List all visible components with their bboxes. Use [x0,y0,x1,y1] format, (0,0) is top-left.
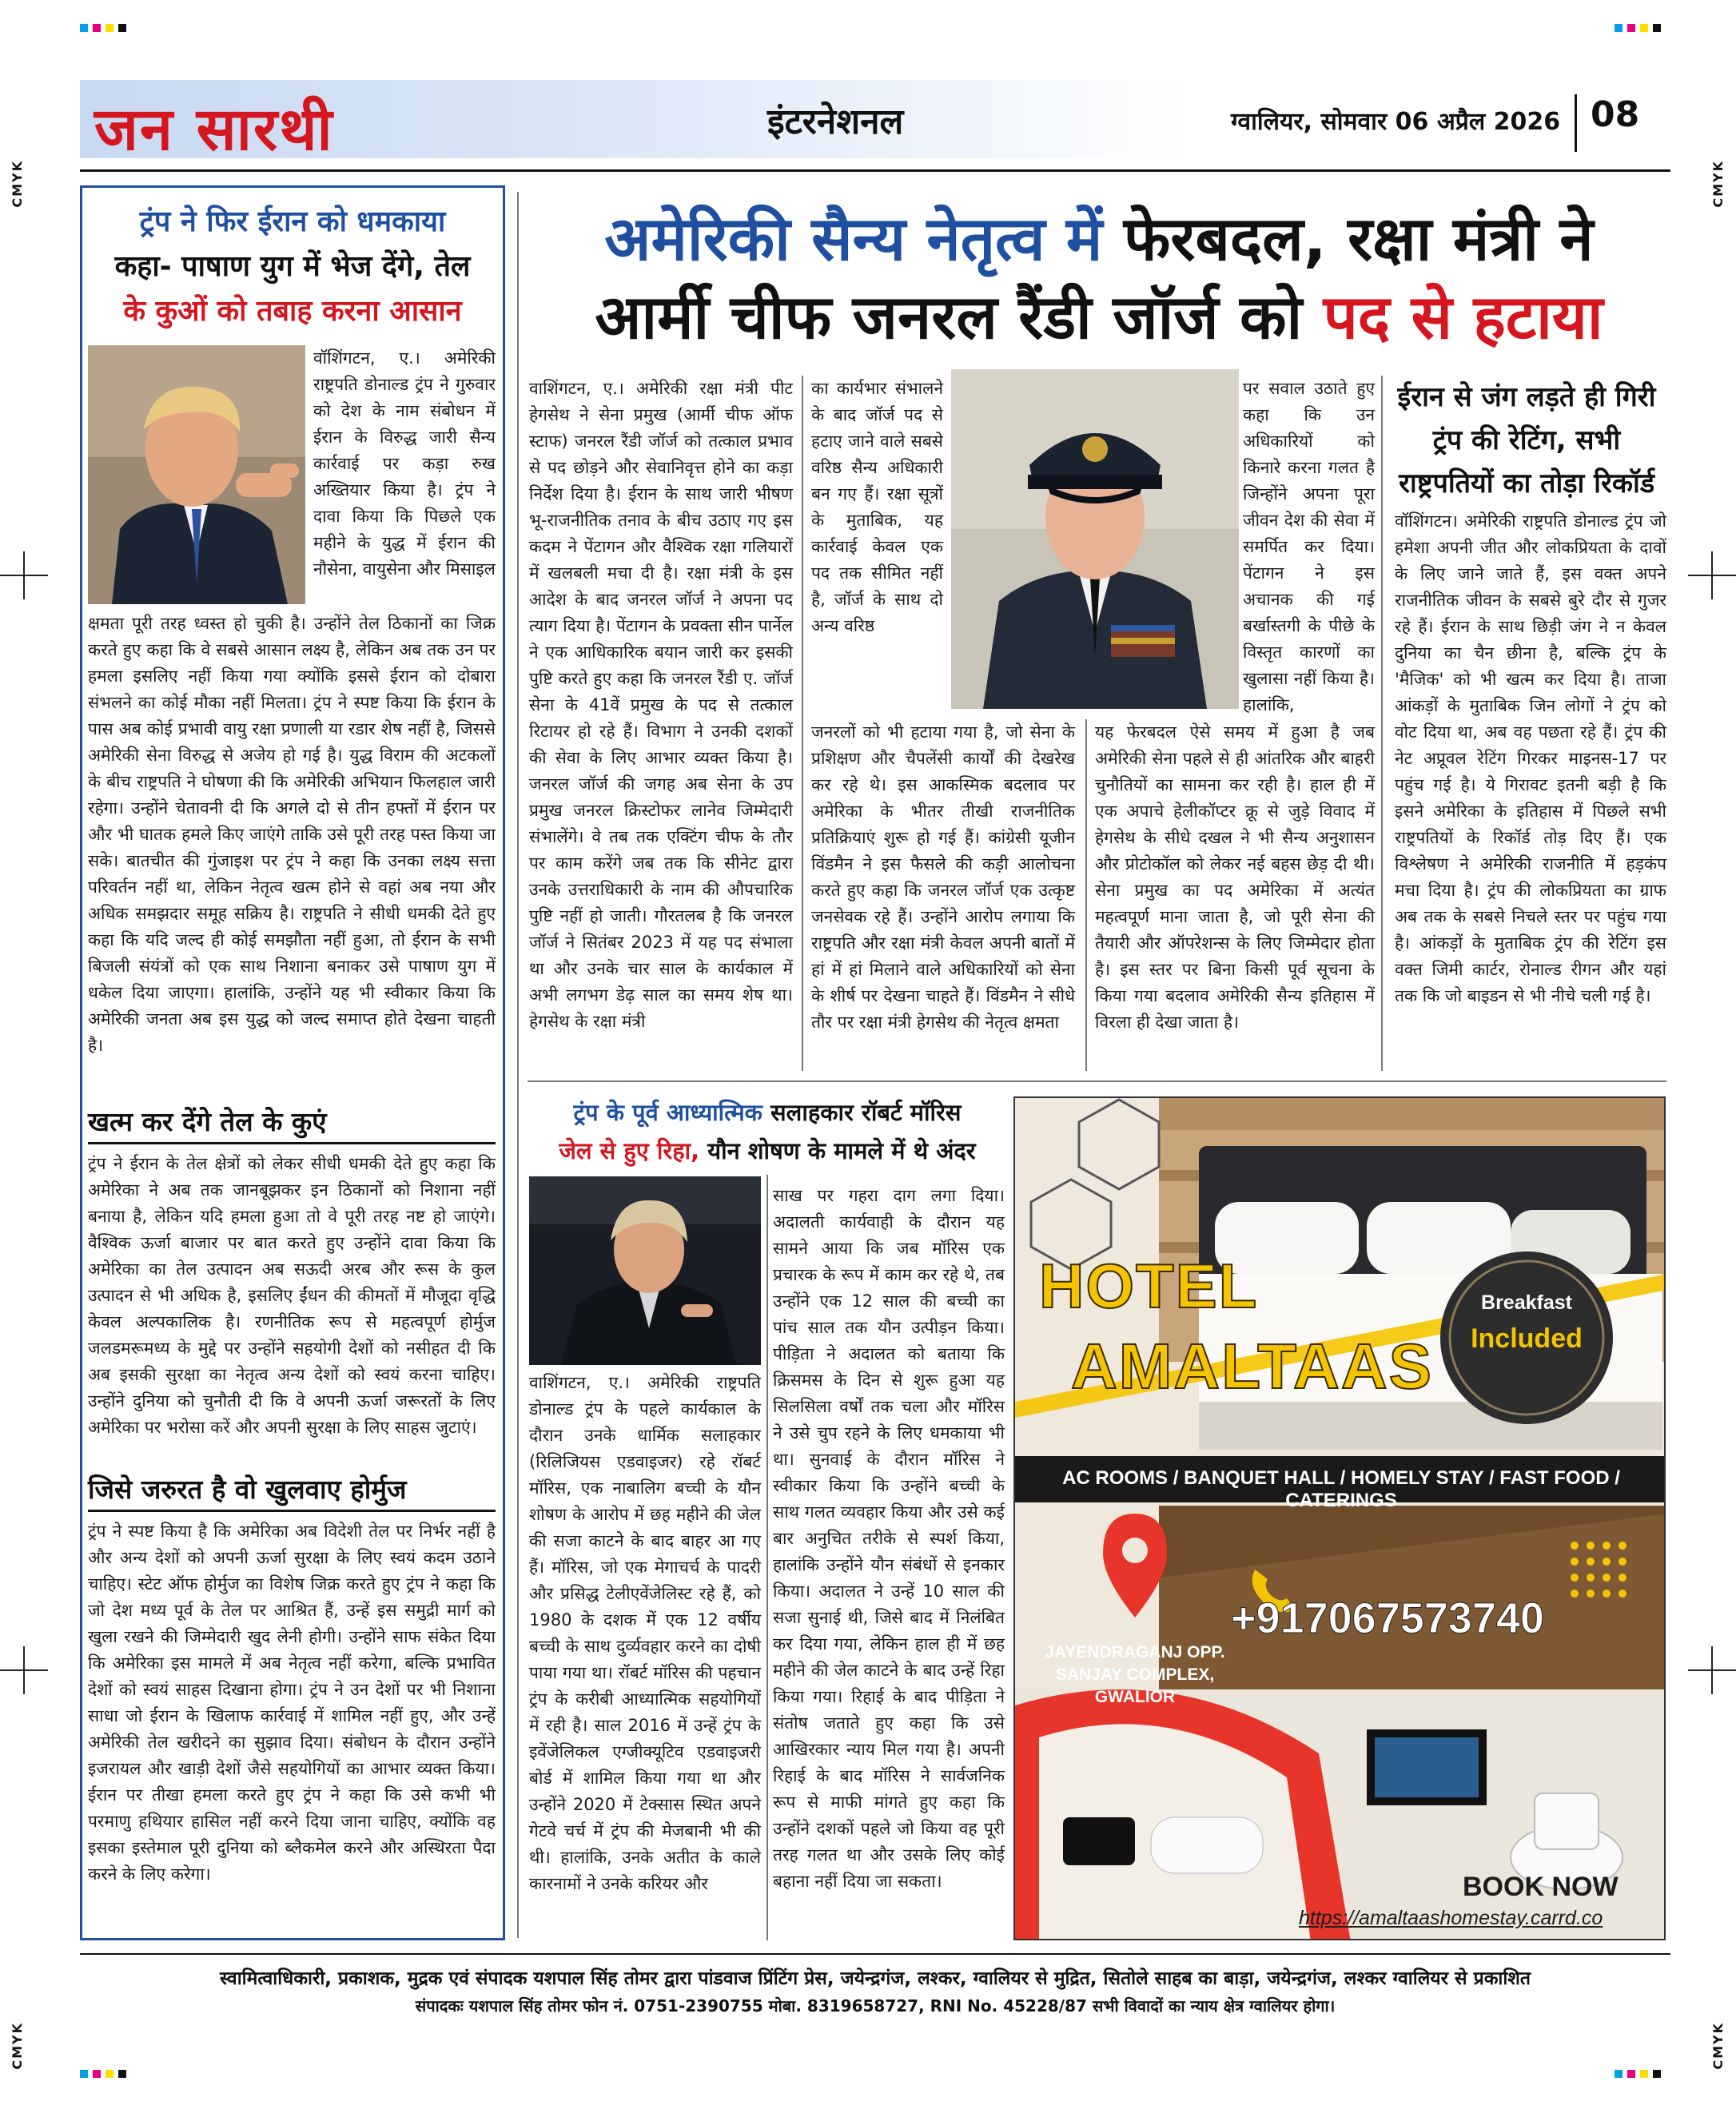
registration-mark [1688,551,1736,599]
color-bar-top-right [1615,24,1661,32]
footer-imprint: स्वामित्वाधिकारी, प्रकाशक, मुद्रक एवं संपादक यशपाल सिंह तोमर द्वारा पांडवाज प्रिंटिंग प्रेस, जयेन्द्रगंज, लश्कर, ग्वालियर से मुद्रित, सितोले साहब का बाड़ा, जयेन्द्रगंज, लश्कर ग्वालियर से प्रकाशित [219,1968,1531,1989]
robert-morris-photo [529,1176,761,1365]
ad-phone[interactable]: +917067573740 [1231,1594,1544,1642]
ad-book-now[interactable]: BOOK NOW [1463,1872,1619,1902]
main-headline [532,200,1666,356]
footer-editor: संपादकः यशपाल सिंह तोमर फोन नं. 0751-2390755 मोबा. 8319658727, RNI No. 45228/87 सभी विवादों का न्याय क्षेत्र ग्वालियर होगा। [415,1996,1336,2016]
right-story-body: वॉशिंगटन। अमेरिकी राष्ट्रपति डोनाल्ड ट्रंप जो हमेशा अपनी जीत और लोकप्रियता के दावों के लिए जाने जाते हैं, इस वक्त अपने राजनीतिक जीवन के सबसे बुरे दौर से गुजर रहे हैं। ईरान के साथ छिड़ी जंग ने न केवल दुनिया का चैन छीना है, बल्कि ट्रंप के 'मैजिक' को भी खत्म कर दिया है। ताजा आंकड़ों के मुताबिक जिन लोगों ने ट्रंप को वोट दिया था, अब वह पछता रहे हैं। ट्रंप की नेट अप्रूवल रेटिंग गिरकर माइनस-17 पर पहुंच गई है। ये गिरावट इतनी बड़ी है कि इसने अमेरिका के इतिहास में पिछले सभी राष्ट्रपतियों के रिकॉर्ड तोड़ दिए हैं। एक विश्लेषण ने अमेरिकी राजनीति में हड़कंप मचा दिया है। ट्रंप की लोकप्रियता का ग्राफ अब तक के सबसे निचले स्तर पर पहुंच गया है। आंकड़ों के मुताबिक ट्रंप की रेटिंग इस वक्त जिमी कार्टर, रोनाल्ड रीगन और यहां तक कि जो बाइडन से भी नीचे चली गई है। [1395,511,1666,1005]
morris-headline-red: जेल से हुए रिहा, [559,1137,700,1164]
masthead-divider [1575,94,1577,152]
cmyk-mark-bottom-right [1710,2022,1726,2070]
ad-address-line2: SANJAY COMPLEX, [1055,1665,1215,1684]
left-subhead-oil-wells: खत्म कर देंगे तेल के कुएं [88,1103,496,1144]
main-headline-part1: फेरबदल, रक्षा मंत्री ने [1102,203,1594,274]
morris-story-left-col: वाशिंगटन, ए.। अमेरिकी राष्ट्रपति डोनाल्ड ट्रंप के पहले कार्यकाल के दौरान उनके धार्मिक सलाहकार (रिलिजियस एडवाइजर) रहे रॉबर्ट मॉरिस, एक नाबालिग बच्ची के यौन शोषण के आरोप में छह महीने की जेल की सजा काटने के बाद बाहर आ गए हैं। मॉरिस, जो एक मेगाचर्च के पादरी और प्रसिद्ध टेलीएवेंजेलिस्ट रहे हैं, को 1980 के दशक में एक 12 वर्षीय बच्ची के साथ दुर्व्यवहार करने का दोषी पाया गया था। रॉबर्ट मॉरिस की पहचान ट्रंप के करीबी आध्यात्मिक सहयोगियों में रही है। साल 2016 में उन्हें ट्रंप के इवेंजेलिकल एग्जीक्यूटिव एडवाइजरी बोर्ड में शामिल किया गया था और उन्होंने 2020 में टेक्सास स्थित अपने गेटवे चर्च में ट्रंप की मेजबानी भी की थी। हालांकि, उनके अतीत के काले कारनामों ने उनके करियर और [529,1373,761,1893]
left-headline-line1: ट्रंप ने फिर ईरान को धमकाया [139,205,446,238]
color-bar-top-left [80,24,126,32]
newspaper-logo: जन सारथी [94,95,334,164]
main-story-col1: वाशिंगटन, ए.। अमेरिकी रक्षा मंत्री पीट हेगसेथ ने सेना प्रमुख (आर्मी चीफ ऑफ स्टाफ) जनरल रैंडी जॉर्ज को तत्काल प्रभाव से पद छोड़ने और सेवानिवृत्त होने का कड़ा निर्देश दिया है। ईरान के साथ जारी भीषण भू-राजनीतिक तनाव के बीच उठाए गए इस कदम ने पेंटागन और वैश्विक रक्षा गलियारों में खलबली मचा दी है। रक्षा मंत्री के इस आदेश के बाद जनरल जॉर्ज ने अपना पद त्याग दिया है। पेंटागन के प्रवक्ता सीन पार्नेल ने एक आधिकारिक बयान जारी कर इसकी पुष्टि करते हुए कहा कि जनरल रैंडी ए. जॉर्ज सेना के 41वें प्रमुख के पद से तत्काल रिटायर हो रहे हैं। विभाग ने उनकी दशकों की सेवा के लिए आभार व्यक्त किया है। जनरल जॉर्ज की जगह अब सेना के उप प्रमुख जनरल क्रिस्टोफर लानेव जिम्मेदारी संभालेंगे। वे तब तक एक्टिंग चीफ के तौर पर काम करेंगे जब तक कि सीनेट द्वारा उनके उत्तराधिकारी के नाम की औपचारिक पुष्टि नहीं हो जाती। गौरतलब है कि जनरल जॉर्ज ने सितंबर 2023 में यह पद संभाला था और उनके चार साल के कार्यकाल में अभी लगभग डेढ़ साल का समय शेष था। हेगसेथ के रक्षा मंत्री [529,379,793,1031]
main-headline-blue: अमेरिकी सैन्य नेतृत्व में [604,203,1103,274]
left-subhead-hormuz: जिसे जरुरत है वो खुलवाए होर्मुज [88,1470,496,1512]
masthead-rule [80,169,1670,172]
column-rule [802,376,803,1071]
cmyk-label: CMYK [10,160,25,208]
ad-services: AC ROOMS / BANQUET HALL / HOMELY STAY / FAST FOOD / CATERINGS [1062,1467,1620,1511]
section-rule [528,1080,1666,1082]
section-title: इंटरनेशनल [767,101,904,142]
morris-headline [528,1093,1007,1170]
left-story-headline [88,200,497,334]
main-story-col2-narrow: का कार्यभार संभालने के बाद जॉर्ज पद से हटाए जाने वाले सबसे वरिष्ठ सैन्य अधिकारी बन गए हैं। रक्षा सूत्रों के मुताबिक, यह कार्रवाई केवल एक पद तक सीमित नहीं है, जॉर्ज के साथ दो अन्य वरिष्ठ [811,379,943,635]
cmyk-mark-top-right [1710,160,1726,208]
main-story-col3-narrow: पर सवाल उठाते हुए कहा कि उन अधिकारियों को किनारे करना गलत है जिन्होंने अपना पूरा जीवन देश की सेवा में समर्पित कर दिया। पेंटागन ने इस अचानक की गई बर्खास्तगी के पीछे के विस्तृत कारणों का खुलासा नहीं किया है। हालांकि, [1243,379,1375,714]
registration-mark [1688,1646,1736,1694]
main-story-col3-full: यह फेरबदल ऐसे समय में हुआ है जब अमेरिकी सेना पहले से ही आंतरिक और बाहरी चुनौतियों का सामना कर रही है। हाल ही में एक अपाचे हेलीकॉप्टर क्रू से जुड़े विवाद में हेगसेथ के सीधे दखल ने भी सैन्य अनुशासन और प्रोटोकॉल को लेकर नई बहस छेड़ दी थी। सेना प्रमुख का पद अमेरिका में अत्यंत महत्वपूर्ण माना जाता है, जो पूरी सेना की तैयारी और ऑपरेशन्स के लिए जिम्मेदार होता है। इस स्तर पर बिना किसी पूर्व सूचना के किया गया बदलाव अमेरिकी सैन्य इतिहास में विरला ही देखा जाता है। [1095,722,1375,1032]
cmyk-mark-bottom-left [10,2022,25,2070]
hotel-amaltaas-ad [1013,1096,1666,1940]
footer-rule [80,1953,1670,1955]
column-rule [1085,719,1087,1071]
page-number: 08 [1591,94,1640,135]
left-story-para2: ट्रंप ने ईरान के तेल क्षेत्रों को लेकर सीधी धमकी देते हुए कहा कि अमेरिका ने अब तक जानबूझकर इन ठिकानों को निशाना नहीं बनाया है, लेकिन यदि हमला हुआ तो वे पूरी तरह नष्ट हो जाएंगे। वैश्विक ऊर्जा बाजार पर बात करते हुए उन्होंने दावा किया कि अमेरिका का तेल उत्पादन अब सऊदी अरब और रूस के कुल उत्पादन से भी अधिक है, इसलिए ईंधन की कीमतों में मौजूदा वृद्धि केवल अल्पकालिक है। रणनीतिक रूप से महत्वपूर्ण होर्मुज जलडमरूमध्य के मुद्दे पर उन्होंने सहयोगी देशों को नसीहत दी कि अब इसकी सुरक्षा का नेतृत्व अन्य देशों को स्वयं करना चाहिए। उन्होंने दुनिया को चुनौती दी कि वे अपनी ऊर्जा जरूरतों के लिए अमेरिका पर भरोसा करें और अपनी सुरक्षा के लिए साहस जुटाएं। [88,1154,496,1437]
color-bar-bottom-left [80,2070,126,2078]
ad-address-line1: JAYENDRAGANJ OPP. [1045,1643,1225,1661]
cmyk-label: CMYK [1710,160,1726,208]
column-rule [517,192,519,1938]
morris-story-right-col: साख पर गहरा दाग लगा दिया। अदालती कार्यवाही के दौरान यह सामने आया कि जब मॉरिस एक प्रचारक के रूप में काम कर रहे थे, तब उन्होंने एक 12 साल की बच्ची का पांच साल तक यौन उत्पीड़न किया। पीड़िता ने अदालत को बताया कि क्रिसमस के दिन से शुरू हुआ यह सिलसिला वर्षों तक चला और मॉरिस ने उसे चुप रहने के लिए धमकाया भी था। सुनवाई के दौरान मॉरिस ने स्वीकार किया कि उन्होंने बच्ची के साथ गलत व्यवहार किया और उसे कई बार अनुचित तरीके से स्पर्श किया, हालांकि उन्होंने यौन संबंधों से इनकार किया। अदालत ने उन्हें 10 साल की सजा सुनाई थी, जिसे बाद में निलंबित कर दिया गया, लेकिन हाल ही में छह महीने की जेल काटने के बाद उन्हें रिहा किया गया। रिहाई के बाद पीड़िता ने संतोष जताते हुए कहा कि उसे आखिरकार न्याय मिल गया है। अपनी रिहाई के बाद मॉरिस ने सार्वजनिक रूप से माफी मांगते हुए कहा कि उन्होंने दशकों पहले जो किया वह पूरी तरह गलत था और उसके लिए कोई बहाना नहीं दिया जा सकता। [773,1186,1005,1891]
left-story-para3: ट्रंप ने स्पष्ट किया है कि अमेरिका अब विदेशी तेल पर निर्भर नहीं है और अन्य देशों को अपनी ऊर्जा सुरक्षा के लिए स्वयं कदम उठाने चाहिए। स्टेट ऑफ होर्मुज का विशेष जिक्र करते हुए ट्रंप ने कहा कि जो देश मध्य पूर्व के तेल पर आश्रित हैं, उन्हें इस समुद्री मार्ग को खुला रखने की जिम्मेदारी खुद लेनी होगी। उन्होंने साफ संकेत दिया कि अमेरिका इस मामले में अब नेतृत्व नहीं करेगा, बल्कि प्रभावित देशों को स्वयं साहस दिखाना होगा। ट्रंप ने उन देशों पर भी निशाना साधा जो ईरान के खिलाफ कार्रवाई में शामिल नहीं हुए, और उन्हें अमेरिकी तेल खरीदने का सुझाव दिया। संबोधन के दौरान उन्होंने इजरायल और खाड़ी देशों जैसे सहयोगियों का आभार व्यक्त किया। ईरान पर तीखा हमला करते हुए ट्रंप ने कहा कि उसे कभी भी परमाणु हथियार हासिल नहीं करने दिया जाना चाहिए, क्योंकि वह इसका इस्तेमाल पूरी दुनिया को ब्लैकमेल करने और अस्थिरता पैदा करने के लिए करेगा। [88,1522,496,1884]
left-story-para1-narrow: वॉशिंगटन, ए.। अमेरिकी राष्ट्रपति डोनाल्ड ट्रंप ने गुरुवार को देश के नाम संबोधन में ईरान के विरुद्ध जारी सैन्य कार्रवाई पर कड़ा रुख अख्तियार किया है। ट्रंप ने दावा किया कि पिछले एक महीने के युद्ध में ईरान की नौसेना, वायुसेना और मिसाइल [313,348,496,579]
color-bar-bottom-right [1615,2070,1661,2078]
main-headline-part2: आर्मी चीफ जनरल रैंडी जॉर्ज को [595,281,1324,352]
trump-photo [88,345,305,604]
ad-brand-line1: HOTEL [1039,1251,1259,1321]
cmyk-label: CMYK [1710,2022,1726,2070]
general-george-photo [951,369,1239,709]
main-story-col2-full: जनरलों को भी हटाया गया है, जो सेना के प्रशिक्षण और चैपलेंसी कार्यों की देखरेख कर रहे थे। इस आकस्मिक बदलाव पर अमेरिका के भीतर तीखी राजनीतिक प्रतिक्रियाएं शुरू हो गई हैं। कांग्रेसी यूजीन विंडमैन ने इस फैसले की कड़ी आलोचना करते हुए कहा कि जनरल जॉर्ज एक उत्कृष्ट जनसेवक रहे हैं। उन्होंने आरोप लगाया कि राष्ट्रपति और रक्षा मंत्री केवल अपनी बातों में हां में हां मिलाने वाले अधिकारियों को सेना के शीर्ष पर देखना चाहते हैं। विंडमैन ने सीधे तौर पर रक्षा मंत्री हेगसेथ की नेतृत्व क्षमता [811,722,1075,1032]
registration-mark [0,551,48,599]
breakfast-badge-line1: Breakfast [1481,1291,1572,1314]
ad-address [1023,1641,1247,1709]
left-story-para1-full: क्षमता पूरी तरह ध्वस्त हो चुकी है। उन्होंने तेल ठिकानों का जिक्र करते हुए कहा कि वे सबसे आसान लक्ष्य है, लेकिन अब तक उन पर हमला इसलिए नहीं किया गया क्योंकि इससे ईरान को दोबारा संभलने का कोई मौका नहीं मिलता। ट्रंप ने स्पष्ट किया कि ईरान के पास अब कोई प्रभावी वायु रक्षा प्रणाली या रडार शेष नहीं है, जिससे अमेरिकी सेना विरुद्ध से अजेय हो गई है। युद्ध विराम की अटकलों के बीच राष्ट्रपति ने घोषणा की कि अमेरिकी अभियान फिलहाल जारी रहेगा। उन्होंने चेतावनी दी कि अगले दो से तीन हफ्तों में ईरान पर और भी घातक हमले किए जाएंगे ताकि उसे पूरी तरह पस्त किया जा सके। बातचीत की गुंजाइश पर ट्रंप ने कहा कि उनका लक्ष्य सत्ता परिवर्तन नहीं था, लेकिन नेतृत्व खत्म होने से वहां अब नया और अधिक समझदार समूह सक्रिय है। राष्ट्रपति ने सीधी धमकी देते हुए कहा कि यदि जल्द ही कोई समझौता नहीं हुआ, तो ईरान के सभी बिजली संयंत्रों को एक साथ निशाना बनाकर उसे पाषाण युग में धकेल दिया जाएगा। हालांकि, उन्होंने यह भी स्वीकार किया कि अमेरिकी जनता अब इस युद्ध को जल्द समाप्त होते देखना चाहती है। [88,614,496,1055]
left-headline-line3: के कुओं को तबाह करना आसान [123,295,462,328]
left-headline-line2: कहा- पाषाण युग में भेज देंगे, तेल [114,250,471,283]
column-rule [1381,376,1383,1071]
morris-headline-part1: सलाहकार रॉबर्ट मॉरिस [762,1099,962,1126]
registration-mark [0,1646,48,1694]
morris-headline-blue: ट्रंप के पूर्व आध्यात्मिक [573,1099,762,1126]
breakfast-badge-line2: Included [1471,1323,1583,1354]
column-rule [766,1175,768,1940]
morris-headline-part2: यौन शोषण के मामले में थे अंदर [699,1137,976,1164]
cmyk-mark-top-left [10,160,25,208]
ad-brand-line2: AMALTAAS [1071,1331,1433,1402]
dateline: ग्वालियर, सोमवार 06 अप्रैल 2026 [1231,108,1561,136]
right-story-headline: ईरान से जंग लड़ते ही गिरी ट्रंप की रेटिंग, सभी राष्ट्रपतियों का तोड़ा रिकॉर्ड [1397,381,1656,499]
cmyk-label: CMYK [10,2022,25,2070]
ad-url[interactable]: https://amaltaashomestay.carrd.co [1299,1907,1603,1929]
main-headline-red: पद से हटाया [1323,281,1603,352]
ad-address-line3: GWALIOR [1094,1688,1176,1706]
